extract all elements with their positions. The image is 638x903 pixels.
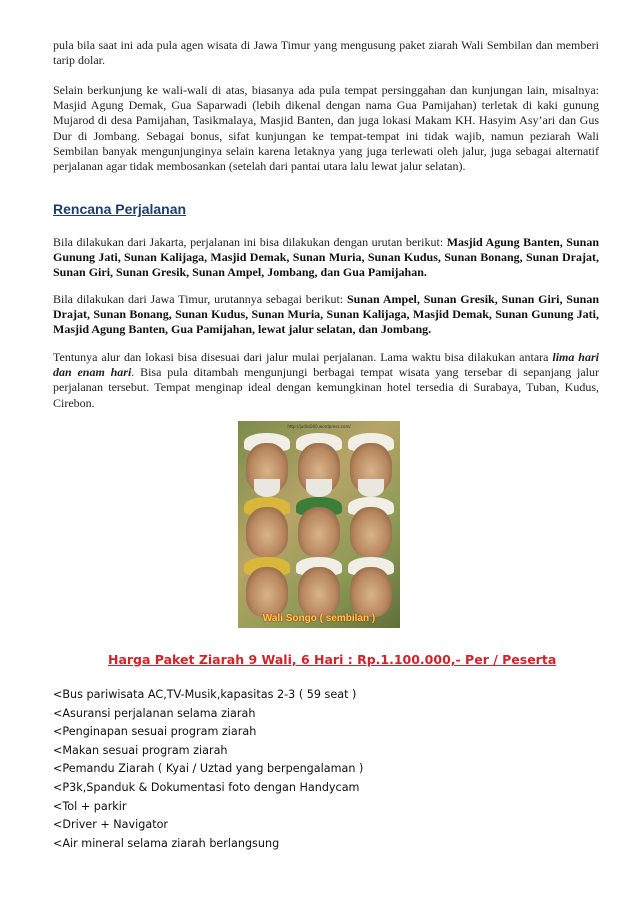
route-jakarta-paragraph <box>53 235 599 281</box>
section-heading: Rencana Perjalanan <box>53 201 187 217</box>
route-jatim-lead: Bila dilakukan dari Jawa Timur, urutannya sebagai berikut: <box>53 292 347 306</box>
stops-paragraph: Selain berkunjung ke wali-wali di atas, biasanya ada pula tempat persinggahan dan kunjungan lain, misalnya: Masjid Agung Demak, Gua Saparwadi (lebih dikenal dengan nama Gua Pamijahan) terletak di kaki gunung Mujarod di desa Pamijahan, Tasikmalaya, Masjid Banten, dan juga lokasi Makam KH. Hasyim Asy’ari dan Gus Dur di Jombang. Sebagai bonus, sifat kunjungan ke tempat-tempat ini tidak wajib, namun peziarah Wali Sembilan banyak mengunjunginya selain karena letaknya yang juga terlewati oleh jalur, juga sebagai alternatif perjalanan agar tidak membosankan (setelah dari pantai utara lalu lewat jalur selatan). <box>53 83 599 174</box>
list-item: <Tol + parkir <box>53 799 127 813</box>
route-jakarta-list: Masjid Agung Banten, Sunan Gunung Jati, Sunan Kalijaga, Masjid Demak, Sunan Muria, Sunan Kudus, Sunan Bonang, Sunan Drajat, Sunan Giri, Sunan Gresik, Sunan Ampel, Jombang, dan Gua Pamijahan. <box>53 235 599 280</box>
list-item: <Pemandu Ziarah ( Kyai / Uztad yang berpengalaman ) <box>53 762 364 776</box>
list-item: <Bus pariwisata AC,TV-Musik,kapasitas 2-3 ( 59 seat ) <box>53 688 357 701</box>
portrait-face <box>246 567 288 617</box>
duration-lead: Tentunya alur dan lokasi bisa disesuai dari jalur mulai perjalanan. Lama waktu bisa dilakukan antara <box>53 350 553 364</box>
list-item: <Driver + Navigator <box>53 818 169 832</box>
route-jatim-list: Sunan Ampel, Sunan Gresik, Sunan Giri, Sunan Drajat, Sunan Bonang, Sunan Kudus, Sunan Muria, Sunan Kalijaga, Masjid Demak, Sunan Gunung Jati, Masjid Agung Banten, Gua Pamijahan, lewat jalur selatan, dan Jombang. <box>53 292 599 337</box>
beard-shape <box>254 479 280 497</box>
beard-shape <box>358 479 384 497</box>
duration-emphasis: lima hari dan enam hari <box>53 350 599 380</box>
portrait-face <box>350 567 392 617</box>
image-source-text: http://judisi000.wordpress.com/ <box>287 424 351 429</box>
list-item: <P3k,Spanduk & Dokumentasi foto dengan Handycam <box>53 780 360 794</box>
list-item: <Makan sesuai program ziarah <box>53 743 228 757</box>
portrait-face <box>298 507 340 557</box>
image-caption: Wali Songo ( sembilan ) <box>262 613 376 624</box>
portrait-face <box>298 567 340 617</box>
list-item: <Penginapan sesuai program ziarah <box>53 725 257 739</box>
price-heading: Harga Paket Ziarah 9 Wali, 6 Hari : Rp.1.100.000,- Per / Peserta <box>108 652 557 667</box>
portrait-face <box>350 507 392 557</box>
duration-rest: . Bisa pula ditambah mengunjungi berbagai tempat wisata yang tersebar di sepanjang jalur perjalanan tersebut. Tempat menginap ideal dengan kemungkinan hotel tersedia di Surabaya, Tuban, Kudus, Cirebon. <box>53 365 600 410</box>
wali-songo-image <box>238 421 400 628</box>
intro-paragraph: pula bila saat ini ada pula agen wisata di Jawa Timur yang mengusung paket ziarah Wali Sembilan dan memberi tarip dolar. <box>53 38 599 68</box>
beard-shape <box>306 479 332 497</box>
list-item: <Air mineral selama ziarah berlangsung <box>53 836 280 850</box>
route-jakarta-lead: Bila dilakukan dari Jakarta, perjalanan ini bisa dilakukan dengan urutan berikut: <box>53 235 447 249</box>
facilities-list <box>53 686 363 853</box>
portrait-face <box>246 507 288 557</box>
duration-paragraph <box>53 350 599 411</box>
route-jatim-paragraph <box>53 292 599 338</box>
list-item: <Asuransi perjalanan selama ziarah <box>53 706 256 720</box>
